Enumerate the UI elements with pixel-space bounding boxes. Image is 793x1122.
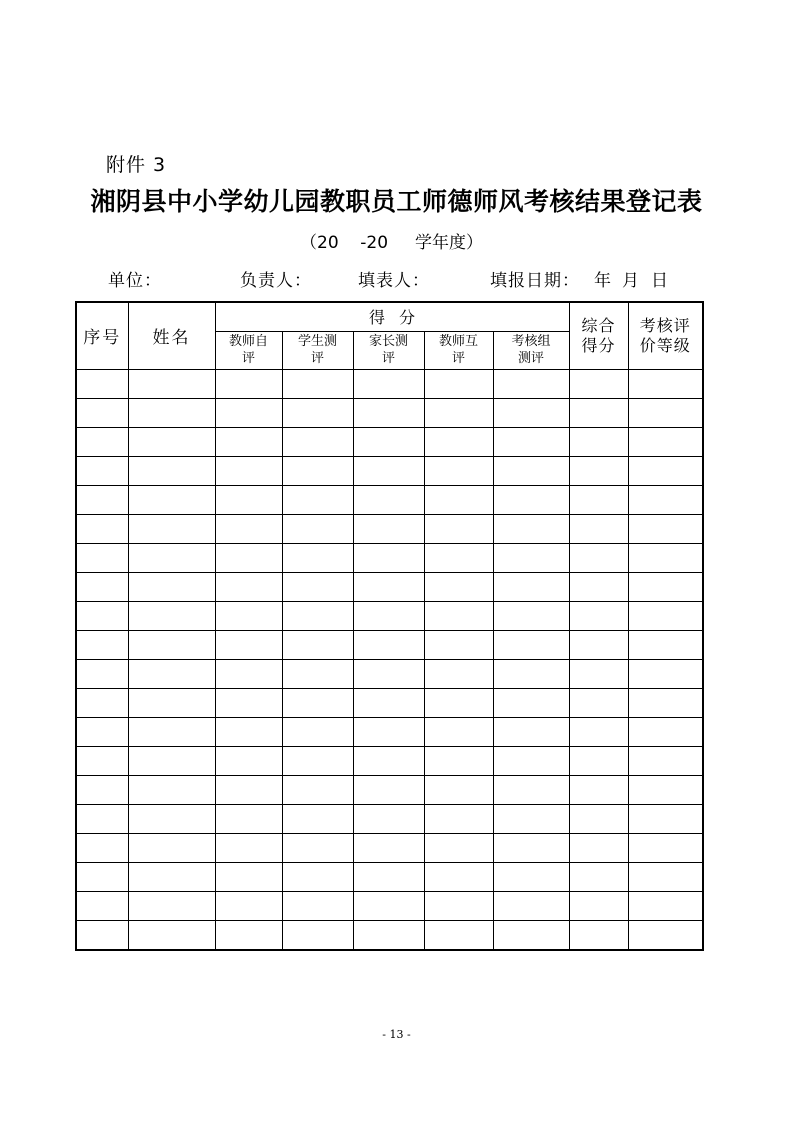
table-cell[interactable]	[569, 543, 628, 572]
table-cell[interactable]	[128, 514, 215, 543]
table-cell[interactable]	[493, 630, 569, 659]
table-cell[interactable]	[215, 920, 282, 950]
col-grade-line2: 价等级	[639, 335, 691, 355]
table-cell[interactable]	[282, 659, 353, 688]
table-cell[interactable]	[424, 456, 493, 485]
month-label: 月	[622, 271, 640, 291]
table-cell[interactable]	[128, 398, 215, 427]
table-cell[interactable]	[493, 659, 569, 688]
table-cell[interactable]	[76, 630, 128, 659]
table-cell[interactable]	[424, 514, 493, 543]
table-cell[interactable]	[493, 601, 569, 630]
table-cell[interactable]	[493, 398, 569, 427]
table-cell[interactable]	[569, 601, 628, 630]
table-cell[interactable]	[215, 427, 282, 456]
table-cell[interactable]	[128, 543, 215, 572]
table-cell[interactable]	[128, 601, 215, 630]
table-cell[interactable]	[76, 456, 128, 485]
table-cell[interactable]	[128, 833, 215, 862]
table-cell[interactable]	[628, 746, 703, 775]
table-cell[interactable]	[493, 891, 569, 920]
table-cell[interactable]	[282, 630, 353, 659]
table-row	[76, 746, 703, 775]
sub-header-peer	[424, 331, 493, 369]
table-cell[interactable]	[424, 398, 493, 427]
table-cell[interactable]	[493, 514, 569, 543]
table-cell[interactable]	[493, 572, 569, 601]
table-cell[interactable]	[628, 688, 703, 717]
sub-header-line2: 评	[381, 351, 395, 366]
col-name-header: 姓名	[128, 302, 215, 369]
table-cell[interactable]	[128, 688, 215, 717]
sub-header-line2: 评	[241, 351, 255, 366]
table-cell[interactable]	[282, 572, 353, 601]
sub-header-teacher-self	[215, 331, 282, 369]
sub-header-line2: 测评	[518, 351, 545, 366]
table-cell[interactable]	[215, 630, 282, 659]
table-cell[interactable]	[424, 920, 493, 950]
table-row	[76, 833, 703, 862]
table-cell[interactable]	[215, 572, 282, 601]
table-cell[interactable]	[215, 514, 282, 543]
table-cell[interactable]	[424, 572, 493, 601]
table-cell[interactable]	[493, 543, 569, 572]
table-cell[interactable]	[569, 456, 628, 485]
table-cell[interactable]	[628, 717, 703, 746]
table-cell[interactable]	[353, 427, 424, 456]
table-row	[76, 920, 703, 950]
sub-header-student	[282, 331, 353, 369]
table-cell[interactable]	[628, 514, 703, 543]
table-cell[interactable]	[353, 717, 424, 746]
table-cell[interactable]	[424, 862, 493, 891]
table-cell[interactable]	[493, 746, 569, 775]
table-cell[interactable]	[76, 746, 128, 775]
attachment-label: 附件 3	[106, 154, 167, 176]
table-body	[76, 369, 703, 950]
sub-header-line2: 评	[451, 351, 465, 366]
table-cell[interactable]	[493, 688, 569, 717]
table-cell[interactable]	[215, 804, 282, 833]
table-cell[interactable]	[628, 485, 703, 514]
table-cell[interactable]	[76, 601, 128, 630]
table-cell[interactable]	[353, 659, 424, 688]
table-cell[interactable]	[282, 688, 353, 717]
table-row	[76, 688, 703, 717]
responsible-label: 负责人：	[240, 271, 312, 291]
sub-header-line1: 考核组	[511, 334, 551, 349]
table-cell[interactable]	[493, 833, 569, 862]
table-cell[interactable]	[128, 369, 215, 398]
table-cell[interactable]	[493, 427, 569, 456]
table-cell[interactable]	[493, 920, 569, 950]
table-cell[interactable]	[424, 688, 493, 717]
table-cell[interactable]	[569, 572, 628, 601]
table-cell[interactable]	[128, 862, 215, 891]
table-cell[interactable]	[353, 891, 424, 920]
table-cell[interactable]	[282, 601, 353, 630]
table-cell[interactable]	[215, 456, 282, 485]
sub-header-panel	[493, 331, 569, 369]
table-cell[interactable]	[424, 833, 493, 862]
table-row	[76, 514, 703, 543]
table-cell[interactable]	[282, 543, 353, 572]
table-cell[interactable]	[128, 427, 215, 456]
table-cell[interactable]	[76, 804, 128, 833]
table-cell[interactable]	[353, 775, 424, 804]
table-cell[interactable]	[424, 485, 493, 514]
table-row	[76, 775, 703, 804]
table-cell[interactable]	[282, 891, 353, 920]
table-row	[76, 862, 703, 891]
table-cell[interactable]	[128, 630, 215, 659]
table-cell[interactable]	[353, 862, 424, 891]
table-cell[interactable]	[282, 369, 353, 398]
table-cell[interactable]	[215, 485, 282, 514]
table-cell[interactable]	[353, 485, 424, 514]
fill-date-label: 填报日期：	[490, 271, 580, 291]
table-cell[interactable]	[353, 804, 424, 833]
score-group-header: 得分	[215, 302, 569, 331]
table-cell[interactable]	[76, 398, 128, 427]
sub-header-line2: 评	[310, 351, 324, 366]
table-cell[interactable]	[424, 630, 493, 659]
table-cell[interactable]	[215, 659, 282, 688]
page-number: - 13 -	[382, 1028, 411, 1041]
table-cell[interactable]	[628, 775, 703, 804]
table-cell[interactable]	[353, 456, 424, 485]
table-cell[interactable]	[128, 804, 215, 833]
table-cell[interactable]	[353, 833, 424, 862]
table-cell[interactable]	[76, 688, 128, 717]
table-cell[interactable]	[128, 891, 215, 920]
table-cell[interactable]	[128, 659, 215, 688]
table-cell[interactable]	[215, 891, 282, 920]
table-cell[interactable]	[628, 862, 703, 891]
col-grade-header	[628, 302, 703, 369]
table-cell[interactable]	[353, 572, 424, 601]
table-cell[interactable]	[569, 427, 628, 456]
sub-header-line1: 家长测	[368, 334, 408, 349]
table-cell[interactable]	[569, 369, 628, 398]
table-cell[interactable]	[215, 862, 282, 891]
table-cell[interactable]	[493, 862, 569, 891]
col-total-line1: 综合	[581, 315, 616, 335]
table-cell[interactable]	[76, 920, 128, 950]
table-row	[76, 630, 703, 659]
table-cell[interactable]	[76, 659, 128, 688]
table-cell[interactable]	[282, 746, 353, 775]
table-cell[interactable]	[493, 717, 569, 746]
table-cell[interactable]	[569, 398, 628, 427]
table-cell[interactable]	[128, 456, 215, 485]
table-cell[interactable]	[282, 833, 353, 862]
table-cell[interactable]	[569, 891, 628, 920]
table-cell[interactable]	[353, 398, 424, 427]
table-cell[interactable]	[282, 717, 353, 746]
table-cell[interactable]	[628, 630, 703, 659]
unit-label: 单位：	[108, 271, 162, 291]
table-row	[76, 659, 703, 688]
table-cell[interactable]	[569, 804, 628, 833]
day-label: 日	[651, 271, 669, 291]
table-cell[interactable]	[128, 775, 215, 804]
sub-header-parent	[353, 331, 424, 369]
table-cell[interactable]	[569, 775, 628, 804]
table-cell[interactable]	[628, 891, 703, 920]
table-row	[76, 485, 703, 514]
table-cell[interactable]	[569, 485, 628, 514]
table-cell[interactable]	[282, 775, 353, 804]
table-cell[interactable]	[215, 717, 282, 746]
table-cell[interactable]	[353, 601, 424, 630]
table-cell[interactable]	[424, 543, 493, 572]
table-cell[interactable]	[282, 485, 353, 514]
table-cell[interactable]	[628, 427, 703, 456]
table-cell[interactable]	[128, 717, 215, 746]
year-label: 年	[594, 271, 612, 291]
table-cell[interactable]	[353, 920, 424, 950]
col-total-line2: 得分	[581, 335, 616, 355]
table-cell[interactable]	[424, 601, 493, 630]
filler-label: 填表人：	[358, 271, 430, 291]
table-row	[76, 543, 703, 572]
table-cell[interactable]	[353, 543, 424, 572]
table-cell[interactable]	[215, 775, 282, 804]
table-cell[interactable]	[282, 514, 353, 543]
table-cell[interactable]	[628, 398, 703, 427]
table-cell[interactable]	[628, 659, 703, 688]
table-row	[76, 456, 703, 485]
table-cell[interactable]	[282, 862, 353, 891]
table-cell[interactable]	[628, 572, 703, 601]
table-cell[interactable]	[628, 804, 703, 833]
table-cell[interactable]	[76, 427, 128, 456]
table-cell[interactable]	[282, 920, 353, 950]
table-cell[interactable]	[76, 543, 128, 572]
table-cell[interactable]	[569, 688, 628, 717]
sub-header-line1: 教师自	[228, 334, 268, 349]
table-cell[interactable]	[569, 920, 628, 950]
table-cell[interactable]	[628, 833, 703, 862]
table-cell[interactable]	[215, 398, 282, 427]
table-cell[interactable]	[76, 572, 128, 601]
table-cell[interactable]	[215, 601, 282, 630]
table-cell[interactable]	[353, 688, 424, 717]
table-cell[interactable]	[628, 369, 703, 398]
table-cell[interactable]	[569, 659, 628, 688]
table-cell[interactable]	[76, 833, 128, 862]
table-cell[interactable]	[215, 833, 282, 862]
table-cell[interactable]	[493, 485, 569, 514]
table-cell[interactable]	[76, 717, 128, 746]
table-cell[interactable]	[128, 485, 215, 514]
table-cell[interactable]	[424, 775, 493, 804]
table-cell[interactable]	[215, 746, 282, 775]
col-index-header: 序号	[76, 302, 128, 369]
page-title: 湘阴县中小学幼儿园教职员工师德师风考核结果登记表	[90, 187, 703, 216]
col-grade-line1: 考核评	[639, 315, 691, 335]
table-cell[interactable]	[424, 746, 493, 775]
table-cell[interactable]	[424, 369, 493, 398]
table-row	[76, 891, 703, 920]
table-cell[interactable]	[76, 862, 128, 891]
sub-header-line1: 学生测	[297, 334, 337, 349]
academic-year-line: （20 -20 学年度）	[300, 233, 484, 253]
table-cell[interactable]	[493, 369, 569, 398]
table-cell[interactable]	[76, 369, 128, 398]
sub-header-line1: 教师互	[438, 334, 478, 349]
table-cell[interactable]	[353, 746, 424, 775]
table-row	[76, 804, 703, 833]
table-cell[interactable]	[76, 514, 128, 543]
table-row	[76, 572, 703, 601]
table-row	[76, 717, 703, 746]
table-row	[76, 427, 703, 456]
table-cell[interactable]	[569, 746, 628, 775]
table-cell[interactable]	[215, 543, 282, 572]
table-cell[interactable]	[76, 891, 128, 920]
table-cell[interactable]	[628, 601, 703, 630]
table-cell[interactable]	[282, 398, 353, 427]
table-cell[interactable]	[424, 804, 493, 833]
table-cell[interactable]	[353, 514, 424, 543]
table-cell[interactable]	[424, 427, 493, 456]
assessment-table	[75, 301, 704, 951]
table-cell[interactable]	[493, 775, 569, 804]
table-cell[interactable]	[569, 630, 628, 659]
table-cell[interactable]	[353, 369, 424, 398]
table-cell[interactable]	[76, 775, 128, 804]
table-cell[interactable]	[282, 804, 353, 833]
table-cell[interactable]	[493, 804, 569, 833]
table-cell[interactable]	[215, 688, 282, 717]
table-cell[interactable]	[128, 746, 215, 775]
table-cell[interactable]	[424, 659, 493, 688]
table-cell[interactable]	[424, 891, 493, 920]
table-cell[interactable]	[569, 717, 628, 746]
table-row	[76, 369, 703, 398]
table-cell[interactable]	[628, 920, 703, 950]
table-cell[interactable]	[569, 833, 628, 862]
table-cell[interactable]	[628, 543, 703, 572]
table-cell[interactable]	[128, 920, 215, 950]
table-row	[76, 601, 703, 630]
table-row	[76, 398, 703, 427]
table-cell[interactable]	[424, 717, 493, 746]
table-cell[interactable]	[128, 572, 215, 601]
col-total-header	[569, 302, 628, 369]
table-cell[interactable]	[282, 427, 353, 456]
table-cell[interactable]	[215, 369, 282, 398]
table-cell[interactable]	[493, 456, 569, 485]
table-cell[interactable]	[353, 630, 424, 659]
table-cell[interactable]	[282, 456, 353, 485]
table-cell[interactable]	[569, 514, 628, 543]
table-cell[interactable]	[628, 456, 703, 485]
table-cell[interactable]	[569, 862, 628, 891]
table-cell[interactable]	[76, 485, 128, 514]
